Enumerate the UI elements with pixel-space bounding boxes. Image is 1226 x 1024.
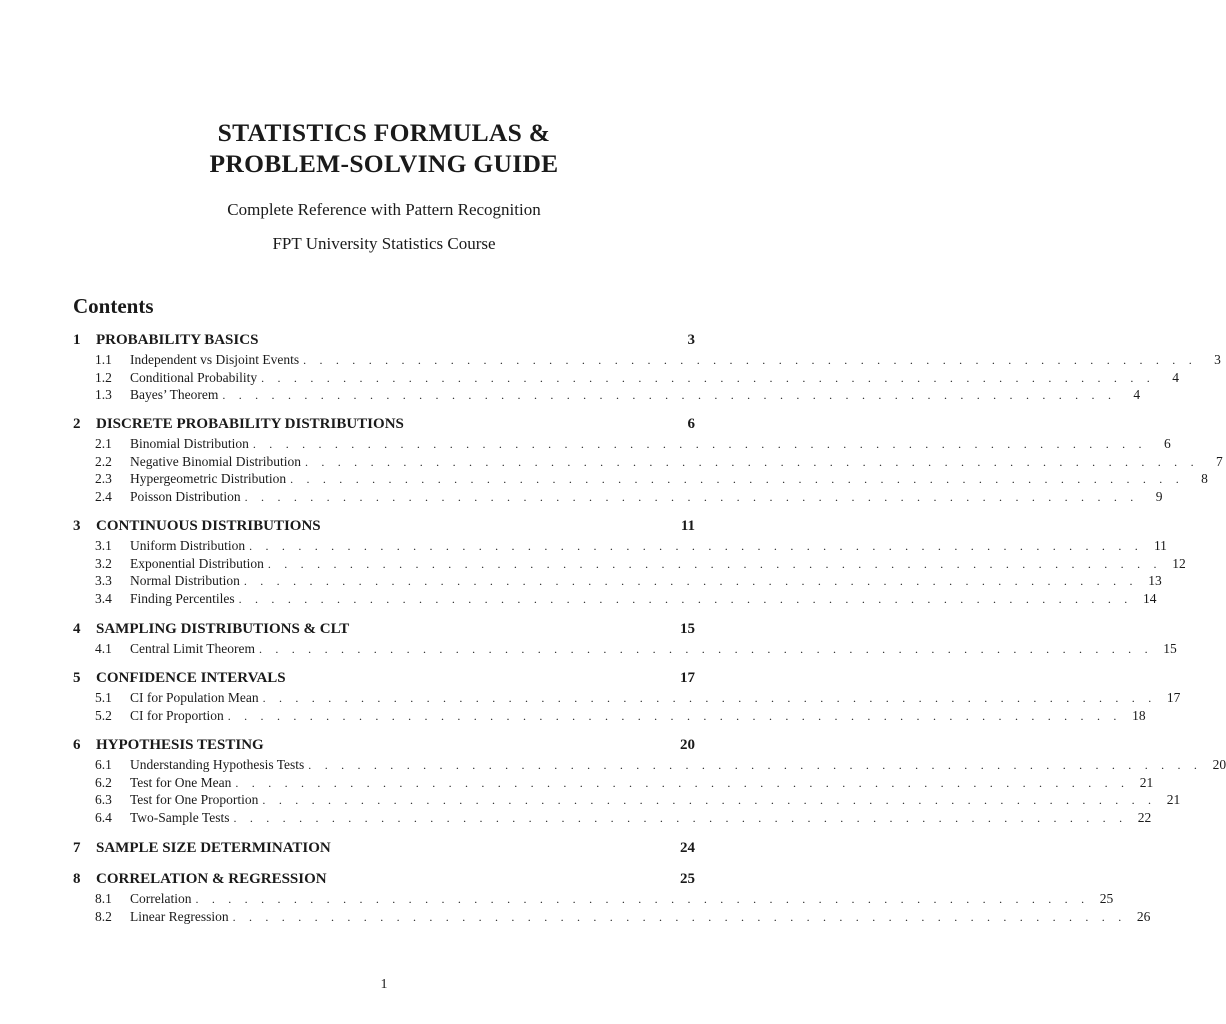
toc-subsection-page: 4 [1133,387,1141,403]
toc-subsection-title: Two-Sample Tests [130,809,230,825]
toc-section[interactable] [73,518,695,536]
toc-subsection-number: 3.3 [95,573,112,589]
toc-subsection[interactable] [73,538,1167,555]
toc-subsection-title: Exponential Distribution [130,555,264,571]
toc-subsection-title: Test for One Proportion [130,792,259,808]
toc-subsection-title: Central Limit Theorem [130,641,255,656]
toc-subsection[interactable] [73,369,1179,387]
toc-subsection-title: Binomial Distribution [130,436,249,451]
toc-subsection-number: 6.1 [95,757,112,772]
toc-section-title: SAMPLE SIZE DETERMINATION [96,840,331,856]
toc-section[interactable] [73,871,695,889]
toc-subsection[interactable] [73,471,1208,488]
toc-subsection-page: 15 [1163,641,1177,656]
toc-section-title: CORRELATION & REGRESSION [96,871,327,887]
toc-subsection-page: 9 [1155,488,1163,504]
toc-section-number: 4 [73,621,81,637]
toc-subsection-title: Understanding Hypothesis Tests [130,757,305,772]
dot-leader: . . . . . . . . . . . . . . . . . . . . . . . . . . . . . . . . . . . . . . . . . . . . . . . . . . . . . . . [261,370,1155,385]
dot-leader: . . . . . . . . . . . . . . . . . . . . . . . . . . . . . . . . . . . . . . . . . . . . . . . . . . . . . . . [258,642,1153,656]
toc-section-title: SAMPLING DISTRIBUTIONS & CLT [96,621,350,637]
toc-section-number: 1 [73,332,81,348]
toc-subsection[interactable] [73,908,1151,926]
dot-leader: . . . . . . . . . . . . . . . . . . . . . . . . . . . . . . . . . . . . . . . . . . . . . . . . . . . . . . . [233,810,1128,825]
dot-leader: . . . . . . . . . . . . . . . . . . . . . . . . . . . . . . . . . . . . . . . . . . . . . . . . . . . . . . . [262,691,1157,705]
toc-subsection-title: Bayes’ Theorem [130,387,219,403]
document-title-line-1: STATISTICS FORMULAS & [217,118,551,147]
toc-subsection-number: 5.1 [95,690,112,705]
toc-subsection[interactable] [73,792,1181,809]
toc-subsection-page: 21 [1166,792,1181,808]
document-subtitle: Complete Reference with Pattern Recognition [227,200,541,219]
toc-subsection[interactable] [73,555,1186,573]
toc-subsection-number: 1.2 [95,369,112,385]
toc-section-title: PROBABILITY BASICS [96,332,259,348]
dot-leader: . . . . . . . . . . . . . . . . . . . . . . . . . . . . . . . . . . . . . . . . . . . . . . . . . . . . . . . [195,892,1090,906]
toc-section-page: 6 [687,416,695,432]
toc-section-page: 17 [680,670,695,686]
toc-section-title: CONFIDENCE INTERVALS [96,670,286,686]
dot-leader: . . . . . . . . . . . . . . . . . . . . . . . . . . . . . . . . . . . . . . . . . . . . . . . . . . . . . . . [235,775,1130,790]
toc-subsection-title: Hypergeometric Distribution [130,471,287,487]
toc-subsection-number: 8.2 [95,908,112,924]
toc-subsection-number: 3.2 [95,555,112,571]
dot-leader: . . . . . . . . . . . . . . . . . . . . . . . . . . . . . . . . . . . . . . . . . . . . . . . . . . . . . . . [303,353,1197,367]
toc-subsection-title: CI for Population Mean [130,690,259,705]
toc-subsection[interactable] [73,488,1163,506]
toc-subsection-number: 4.1 [95,641,112,656]
dot-leader: . . . . . . . . . . . . . . . . . . . . . . . . . . . . . . . . . . . . . . . . . . . . . . . . . . . . . . . [290,472,1184,487]
toc-subsection[interactable] [73,352,1221,369]
dot-leader: . . . . . . . . . . . . . . . . . . . . . . . . . . . . . . . . . . . . . . . . . . . . . . . . . . . . . . . [304,454,1199,469]
toc-subsection[interactable] [73,809,1152,827]
toc-subsection[interactable] [73,641,1177,658]
toc-subsection[interactable] [73,707,1146,725]
toc-section[interactable] [73,737,695,755]
toc-subsection-number: 6.2 [95,774,112,790]
dot-leader: . . . . . . . . . . . . . . . . . . . . . . . . . . . . . . . . . . . . . . . . . . . . . . . . . . . . . . . [252,437,1147,451]
toc-section[interactable] [73,416,695,434]
toc-subsection-number: 3.1 [95,538,112,553]
toc-subsection-page: 4 [1172,369,1179,385]
toc-subsection-number: 6.4 [95,809,112,825]
toc-subsection-title: CI for Proportion [130,707,224,723]
toc-section-page: 25 [680,871,695,887]
toc-subsection-page: 7 [1216,453,1223,469]
contents-heading: Contents [73,294,154,318]
toc-subsection[interactable] [73,757,1226,774]
toc-subsection-number: 8.1 [95,891,112,906]
toc-section[interactable] [73,670,695,688]
toc-subsection[interactable] [73,774,1154,792]
toc-subsection-page: 21 [1139,774,1154,790]
toc-subsection-number: 2.4 [95,488,112,504]
toc-section-number: 3 [73,518,81,534]
dot-leader: . . . . . . . . . . . . . . . . . . . . . . . . . . . . . . . . . . . . . . . . . . . . . . . . . . . . . . . [232,909,1127,924]
toc-section-number: 8 [73,871,81,887]
toc-section-title: DISCRETE PROBABILITY DISTRIBUTIONS [96,416,404,432]
toc-subsection-page: 8 [1201,471,1208,487]
toc-subsection-page: 22 [1137,809,1152,825]
toc-subsection-number: 6.3 [95,792,112,808]
toc-subsection-number: 2.3 [95,471,112,487]
toc-section-page: 24 [680,840,695,856]
toc-subsection-title: Finding Percentiles [130,590,235,606]
toc-section[interactable] [73,621,695,639]
dot-leader: . . . . . . . . . . . . . . . . . . . . . . . . . . . . . . . . . . . . . . . . . . . . . . . . . . . . . . . [222,388,1117,403]
toc-section-title: CONTINUOUS DISTRIBUTIONS [96,518,321,534]
toc-subsection-number: 3.4 [95,590,112,606]
toc-section-number: 2 [73,416,81,432]
toc-subsection-number: 2.2 [95,453,112,469]
toc-subsection[interactable] [73,573,1162,590]
page-number: 1 [380,977,388,992]
toc-section-title: HYPOTHESIS TESTING [96,737,264,753]
toc-subsection-page: 12 [1172,555,1186,571]
document-title-line-2: PROBLEM-SOLVING GUIDE [209,149,559,178]
toc-subsection[interactable] [73,690,1181,707]
toc-section-page: 20 [680,737,695,753]
toc-subsection-number: 1.1 [95,352,112,367]
toc-section[interactable] [73,840,695,858]
toc-subsection-page: 3 [1214,352,1221,367]
toc-section-page: 3 [687,332,695,348]
toc-subsection[interactable] [73,436,1171,453]
toc-subsection-page: 20 [1212,757,1226,772]
dot-leader: . . . . . . . . . . . . . . . . . . . . . . . . . . . . . . . . . . . . . . . . . . . . . . . . . . . . . . . [308,758,1203,772]
toc-subsection[interactable] [73,387,1141,404]
toc-subsection-page: 11 [1153,538,1167,553]
toc-subsection-title: Negative Binomial Distribution [130,453,301,469]
toc-subsection-title: Correlation [130,891,192,906]
dot-leader: . . . . . . . . . . . . . . . . . . . . . . . . . . . . . . . . . . . . . . . . . . . . . . . . . . . . . . . [262,793,1157,808]
toc-subsection-page: 26 [1136,908,1151,924]
toc-subsection[interactable] [73,453,1223,471]
dot-leader: . . . . . . . . . . . . . . . . . . . . . . . . . . . . . . . . . . . . . . . . . . . . . . . . . . . . . . . [227,708,1122,723]
toc-section-number: 7 [73,840,81,856]
toc-subsection-page: 6 [1163,436,1171,451]
toc-subsection-page: 18 [1132,707,1146,723]
toc-section-page: 11 [680,518,695,534]
toc-subsection-title: Poisson Distribution [130,488,241,504]
course-name: FPT University Statistics Course [272,234,496,253]
toc-subsection-page: 17 [1166,690,1181,705]
dot-leader: . . . . . . . . . . . . . . . . . . . . . . . . . . . . . . . . . . . . . . . . . . . . . . . . . . . . . . . [238,591,1133,606]
toc-subsection-title: Independent vs Disjoint Events [130,352,300,367]
dot-leader: . . . . . . . . . . . . . . . . . . . . . . . . . . . . . . . . . . . . . . . . . . . . . . . . . . . . . . . [267,556,1162,571]
toc-subsection[interactable] [73,891,1114,908]
toc-section-page: 15 [680,621,695,637]
toc-subsection[interactable] [73,590,1157,608]
dot-leader: . . . . . . . . . . . . . . . . . . . . . . . . . . . . . . . . . . . . . . . . . . . . . . . . . . . . . . . [249,539,1143,553]
toc-subsection-title: Test for One Mean [130,774,232,790]
toc-subsection-number: 2.1 [95,436,112,451]
toc-section-number: 6 [73,737,81,753]
dot-leader: . . . . . . . . . . . . . . . . . . . . . . . . . . . . . . . . . . . . . . . . . . . . . . . . . . . . . . . [243,574,1138,589]
toc-subsection-number: 1.3 [95,387,112,403]
toc-subsection-title: Uniform Distribution [130,538,246,553]
toc-subsection-page: 14 [1142,590,1157,606]
toc-subsection-page: 25 [1099,891,1114,906]
toc-section[interactable] [73,332,695,350]
toc-subsection-title: Linear Regression [130,908,229,924]
dot-leader: . . . . . . . . . . . . . . . . . . . . . . . . . . . . . . . . . . . . . . . . . . . . . . . . . . . . . . . [244,489,1139,504]
toc-subsection-page: 13 [1148,573,1162,589]
toc-subsection-number: 5.2 [95,707,112,723]
toc-subsection-title: Conditional Probability [130,369,258,385]
toc-section-number: 5 [73,670,81,686]
toc-subsection-title: Normal Distribution [130,573,240,589]
